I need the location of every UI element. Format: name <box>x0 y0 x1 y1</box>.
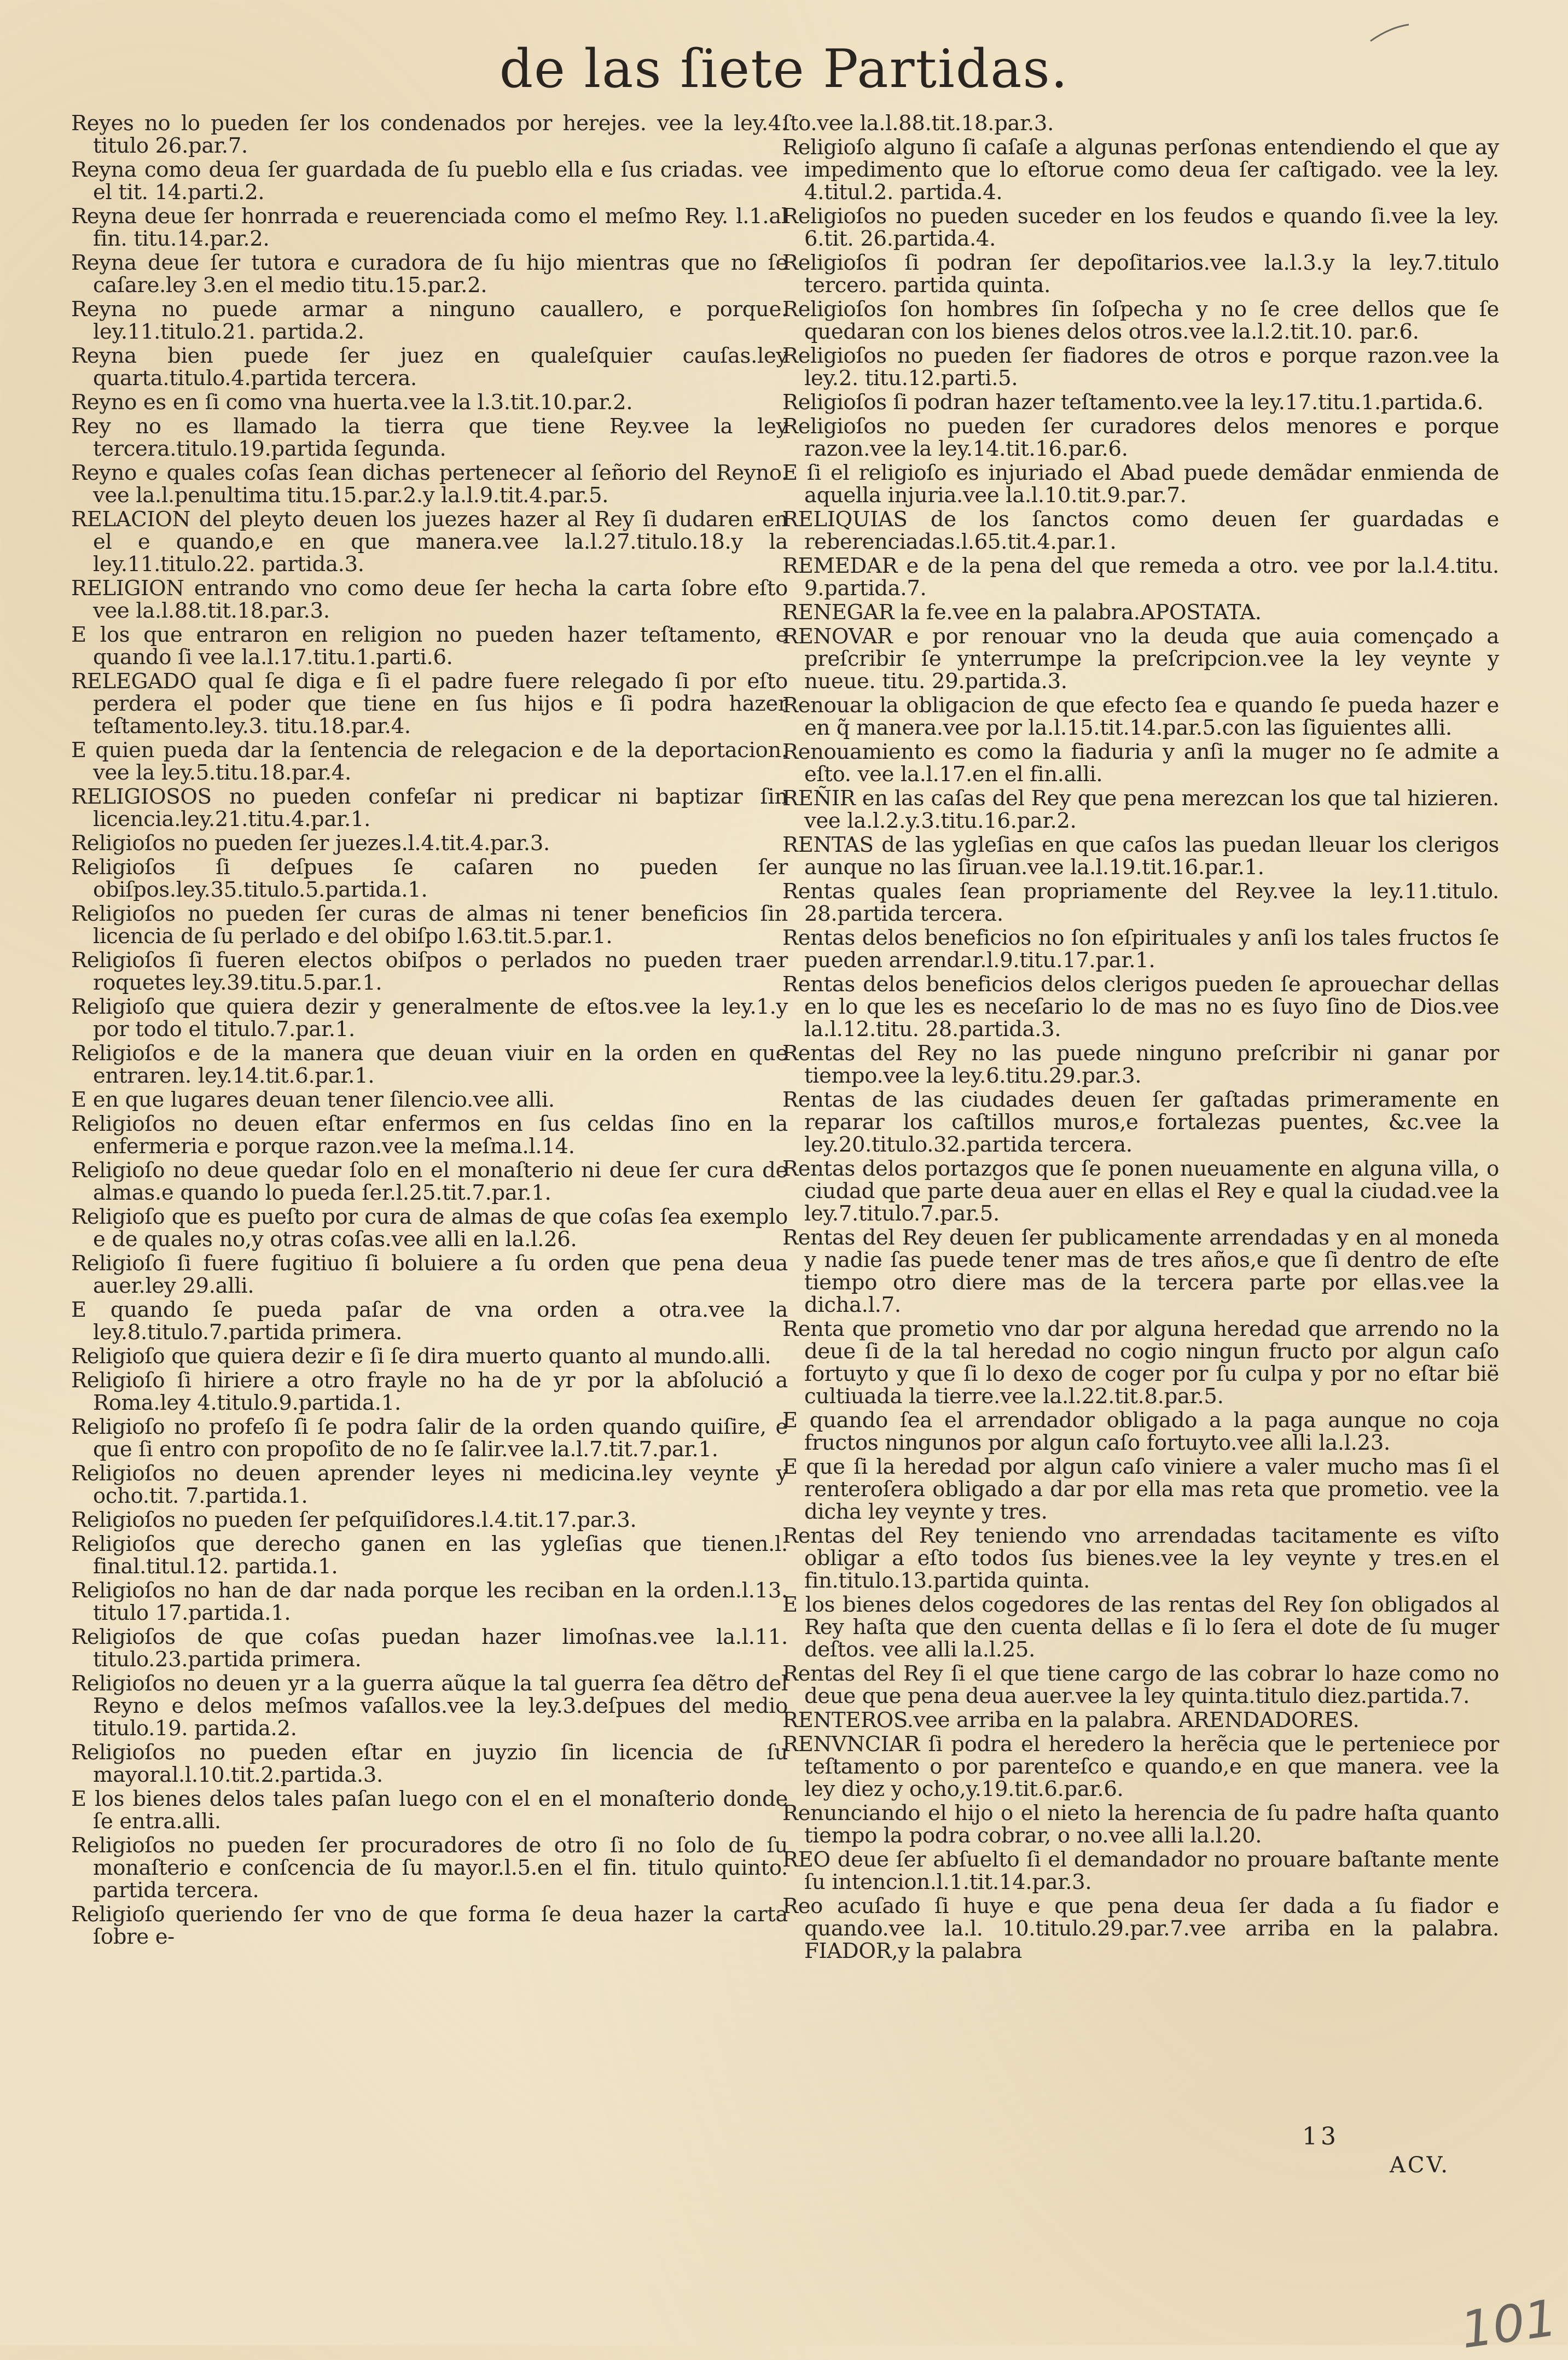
index-entry: Religioſos no pueden ſer procuradores de otro ſi no ſolo de ſu monaſterio e conſcencia de ſu mayor.l.5.en el fin. titulo quinto. partida tercera. <box>71 1833 788 1903</box>
index-entry: Religioſos no pueden ſer juezes.l.4.tit.4.par.3. <box>71 831 550 856</box>
index-entry: Religioſos no deuen aprender leyes ni medicina.ley veynte y ocho.tit. 7.partida.1. <box>71 1461 788 1508</box>
index-entry: Religioſos ſi deſpues ſe caſaren no pueden ſer obiſpos.ley.35.titulo.5.partida.1. <box>71 855 788 902</box>
index-entry: Reyna no puede armar a ninguno cauallero, e porque. ley.11.titulo.21. partida.2. <box>71 297 788 344</box>
index-entry: Rentas de las ciudades deuen ſer gaſtadas primeramente en reparar los caſtillos muros,e fortalezas puentes, &c.vee la ley.20.titulo.32.partida tercera. <box>782 1088 1499 1157</box>
index-entry: E en que lugares deuan tener ſilencio.vee alli. <box>71 1088 555 1112</box>
index-entry: Religioſos no pueden suceder en los feudos e quando ſi.vee la ley. 6.tit. 26.partida.4. <box>782 204 1499 251</box>
signature-mark: 13 <box>1302 2123 1339 2150</box>
index-entry: Religioſos no pueden ſer curadores delos menores e porque razon.vee la ley.14.tit.16.par.6. <box>782 414 1499 461</box>
index-entry: Rey no es llamado la tierra que tiene Rey.vee la ley tercera.titulo.19.partida ſegunda. <box>71 414 788 461</box>
index-entry: Religioſos no pueden ſer fiadores de otros e porque razon.vee la ley.2. titu.12.parti.5. <box>782 344 1499 391</box>
index-entry: E quando ſe pueda paſar de vna orden a otra.vee la ley.8.titulo.7.partida primera. <box>71 1298 788 1345</box>
index-entry: Religioſos no pueden ſer peſquiſidores.l.4.tit.17.par.3. <box>71 1508 637 1532</box>
index-entry: Rentas del Rey ſi el que tiene cargo de las cobrar lo haze como no deue que pena deua auer.vee la ley quinta.titulo diez.partida.7. <box>782 1661 1499 1708</box>
index-entry: Reyno e quales coſas ſean dichas pertenecer al ſeñorio del Reyno. vee la.l.penultima titu.15.par.2.y la.l.9.tit.4.par.5. <box>71 461 788 508</box>
index-entry: E quien pueda dar la ſentencia de relegacion e de la deportacion. vee la ley.5.titu.18.par.4. <box>71 738 788 785</box>
index-entry: RENTAS de las ygleſias en que caſos las puedan lleuar los clerigos aunque no las ſiruan.vee la.l.19.tit.16.par.1. <box>782 833 1499 880</box>
index-entry: Religioſos no pueden eſtar en juyzio ſin licencia de ſu mayoral.l.10.tit.2.partida.3. <box>71 1740 788 1787</box>
index-entry: RENVNCIAR ſi podra el heredero la herẽcia que le perteniece por teſtamento o por parenteſco e quando,e en que manera. vee la ley diez y ocho,y.19.tit.6.par.6. <box>782 1732 1499 1801</box>
index-entry: Religioſo ſi hiriere a otro frayle no ha de yr por la abſolució a Roma.ley 4.titulo.9.partida.1. <box>71 1368 788 1415</box>
index-entry: Rentas del Rey no las puede ninguno preſcribir ni ganar por tiempo.vee la ley.6.titu.29.par.3. <box>782 1041 1499 1088</box>
index-entry: Reyna deue ſer honrrada e reuerenciada como el meſmo Rey. l.1.al fin. titu.14.par.2. <box>71 204 788 251</box>
index-entry: E ſi el religioſo es injuriado el Abad puede demãdar enmienda de aquella injuria.vee la.l.10.tit.9.par.7. <box>782 461 1499 508</box>
index-entry: Religioſo queriendo ſer vno de que forma ſe deua hazer la carta ſobre e- <box>71 1902 788 1949</box>
index-entry: RELIGIOSOS no pueden confeſar ni predicar ni baptizar ſin licencia.ley.21.titu.4.par.1. <box>71 784 788 832</box>
index-entry: Religioſos no pueden ſer curas de almas ni tener beneficios ſin licencia de ſu perlado e del obiſpo l.63.tit.5.par.1. <box>71 902 788 949</box>
index-entry: Religioſo no profeſo ſi ſe podra ſalir de la orden quando quiſire, e que ſi entro con propoſito de no ſe ſalir.vee la.l.7.tit.7.par.1. <box>71 1415 788 1462</box>
index-entry: Rentas quales ſean propriamente del Rey.vee la ley.11.titulo. 28.partida tercera. <box>782 879 1499 926</box>
index-entry: Religioſo que quiera dezir y generalmente de eſtos.vee la ley.1.y por todo el titulo.7.par.1. <box>71 995 788 1042</box>
index-entry: E que ſi la heredad por algun caſo viniere a valer mucho mas ſi el renteroſera obligado a dar por ella mas reta que prometio. vee la dicha ley veynte y tres. <box>782 1455 1499 1524</box>
index-entry: Religioſos ſi fueren electos obiſpos o perlados no pueden traer roquetes ley.39.titu.5.par.1. <box>71 948 788 995</box>
index-entry: Religioſos ſon hombres ſin ſoſpecha y no ſe cree dellos que ſe quedaran con los bienes delos otros.vee la.l.2.tit.10. par.6. <box>782 297 1499 344</box>
index-entry: Religioſos e de la manera que deuan viuir en la orden en que entraren. ley.14.tit.6.par.1. <box>71 1041 788 1088</box>
index-entry: Religioſos no han de dar nada porque les reciban en la orden.l.13. titulo 17.partida.1. <box>71 1578 788 1625</box>
index-entry: Reo acuſado ſi huye e que pena deua ſer dada a ſu fiador e quando.vee la.l. 10.titulo.29.par.7.vee arriba en la palabra. FIADOR,y la palabra <box>782 1894 1499 1963</box>
index-entry: Religioſos ſi podran hazer teſtamento.vee la ley.17.titu.1.partida.6. <box>782 390 1484 415</box>
index-entry: Reyno es en ſi como vna huerta.vee la l.3.tit.10.par.2. <box>71 390 633 415</box>
index-entry: RELIQUIAS de los ſanctos como deuen ſer guardadas e reberenciadas.l.65.tit.4.par.1. <box>782 507 1499 554</box>
index-entry: Rentas del Rey deuen ſer publicamente arrendadas y en al moneda y nadie ſas puede tener mas de tres años,e que ſi dentro de eſte tiempo otro diere mas de la tercera parte por ellas.vee la dicha.l.7. <box>782 1225 1499 1317</box>
index-entry: REO deue ſer abſuelto ſi el demandador no prouare baſtante mente ſu intencion.l.1.tit.14.par.3. <box>782 1847 1499 1894</box>
index-entry: Religioſos ſi podran ſer depoſitarios.vee la.l.3.y la ley.7.titulo tercero. partida quinta. <box>782 251 1499 298</box>
index-entry: Religioſo que quiera dezir e ſi ſe dira muerto quanto al mundo.alli. <box>71 1344 771 1369</box>
index-entry: Rentas del Rey teniendo vno arrendadas tacitamente es viſto obligar a eſto todos ſus bienes.vee la ley veynte y tres.en el fin.titulo.13.partida quinta. <box>782 1524 1499 1593</box>
right-column <box>782 112 1499 2187</box>
page-header: de las ſiete Partidas. <box>499 38 1069 100</box>
index-entry: Reyna deue ſer tutora e curadora de ſu hijo mientras que no ſe caſare.ley 3.en el medio titu.15.par.2. <box>71 251 788 298</box>
index-entry: RENEGAR la fe.vee en la palabra.APOSTATA. <box>782 600 1262 625</box>
index-entry: Religioſo que es pueſto por cura de almas de que coſas ſea exemplo e de quales no,y otras coſas.vee alli en la.l.26. <box>71 1205 788 1252</box>
index-entry: Rentas delos portazgos que ſe ponen nueuamente en alguna villa, o ciudad que parte deua auer en ellas el Rey e qual la ciudad.vee la ley.7.titulo.7.par.5. <box>782 1156 1499 1226</box>
index-entry: E los bienes delos cogedores de las rentas del Rey ſon obligados al Rey haſta que den cuenta dellas e ſi lo ſera el dote de ſu muger deſtos. vee alli la.l.25. <box>782 1592 1499 1662</box>
index-entry: Reyna bien puede ſer juez en qualeſquier cauſas.ley quarta.titulo.4.partida tercera. <box>71 344 788 391</box>
index-entry: RENTEROS.vee arriba en la palabra. ARENDADORES. <box>782 1708 1360 1733</box>
index-entry: E los que entraron en religion no pueden hazer teſtamento, e quando ſi vee la.l.17.titu.1.parti.6. <box>71 623 788 670</box>
index-entry: Religioſo ſi fuere fugitiuo ſi boluiere a ſu orden que pena deua auer.ley 29.alli. <box>71 1251 788 1298</box>
index-entry: Religioſos que derecho ganen en las ygleſias que tienen.l. final.titul.12. partida.1. <box>71 1532 788 1579</box>
index-entry: Reyes no lo pueden ſer los condenados por herejes. vee la ley.4. titulo 26.par.7. <box>71 111 788 158</box>
index-entry: Rentas delos beneficios no ſon eſpirituales y anſi los tales fructos ſe pueden arrendar.l.9.titu.17.par.1. <box>782 926 1499 973</box>
index-entry: Reyna como deua ſer guardada de ſu pueblo ella e ſus criadas. vee el tit. 14.parti.2. <box>71 158 788 205</box>
folio-number: 101 <box>1457 2288 1561 2360</box>
index-entry: RELIGION entrando vno como deue ſer hecha la carta ſobre eſto vee la.l.88.tit.18.par.3. <box>71 576 788 623</box>
index-entry: ſto.vee la.l.88.tit.18.par.3. <box>782 111 1054 136</box>
index-entry: Religioſos no deuen eſtar enfermos en ſus celdas ſino en la enfermeria e porque razon.vee la meſma.l.14. <box>71 1112 788 1159</box>
index-entry: Religioſo alguno ſi caſaſe a algunas perſonas entendiendo el que ay impedimento que lo eſtorue como deua ſer caſtigado. vee la ley. 4.titul.2. partida.4. <box>782 135 1499 205</box>
left-column <box>71 112 788 2187</box>
index-entry: Rentas delos beneficios delos clerigos pueden ſe aprouechar dellas en lo que les es neceſario lo de mas no es ſuyo ſino de Dios.vee la.l.12.titu. 28.partida.3. <box>782 972 1499 1042</box>
ink-stroke-mark <box>1368 22 1412 44</box>
index-entry: RELACION del pleyto deuen los juezes hazer al Rey ſi dudaren en el e quando,e en que manera.vee la.l.27.titulo.18.y la ley.11.titulo.22. partida.3. <box>71 507 788 577</box>
index-entry: Religioſos no deuen yr a la guerra aũque la tal guerra ſea dẽtro del Reyno e delos meſmos vaſallos.vee la ley.3.deſpues del medio titulo.19. partida.2. <box>71 1671 788 1741</box>
index-entry: RENOVAR e por renouar vno la deuda que auia començado a preſcribir ſe ynterrumpe la preſcripcion.vee la ley veynte y nueue. titu. 29.partida.3. <box>782 624 1499 694</box>
catchword: ACV. <box>1390 2153 1450 2178</box>
index-entry: Renta que prometio vno dar por alguna heredad que arrendo no la deue ſi de la tal heredad no cogio ningun fructo por algun caſo fortuyto y que ſi lo dexo de coger por ſu culpa y por no eſtar bië cultiuada la tierre.vee la.l.22.tit.8.par.5. <box>782 1317 1499 1409</box>
index-entry: Renunciando el hijo o el nieto la herencia de ſu padre haſta quanto tiempo la podra cobrar, o no.vee alli la.l.20. <box>782 1801 1499 1848</box>
index-entry: E los bienes delos tales paſan luego con el en el monaſterio donde ſe entra.alli. <box>71 1787 788 1834</box>
index-entry: Renouar la obligacion de que efecto ſea e quando ſe pueda hazer e en q̃ manera.vee por la.l.15.tit.14.par.5.con las ſiguientes alli. <box>782 693 1499 740</box>
index-entry: REMEDAR e de la pena del que remeda a otro. vee por la.l.4.titu. 9.partida.7. <box>782 554 1499 601</box>
index-entry: Religioſo no deue quedar ſolo en el monaſterio ni deue ſer cura de almas.e quando lo pueda ſer.l.25.tit.7.par.1. <box>71 1158 788 1205</box>
index-entry: REÑIR en las caſas del Rey que pena merezcan los que tal hizieren. vee la.l.2.y.3.titu.16.par.2. <box>782 786 1499 833</box>
index-entry: Renouamiento es como la fiaduria y anſi la muger no ſe admite a eſto. vee la.l.17.en el fin.alli. <box>782 740 1499 787</box>
index-entry: E quando ſea el arrendador obligado a la paga aunque no coja fructos ningunos por algun caſo fortuyto.vee alli la.l.23. <box>782 1408 1499 1455</box>
index-entry: Religioſos de que coſas puedan hazer limoſnas.vee la.l.11. titulo.23.partida primera. <box>71 1625 788 1672</box>
index-entry: RELEGADO qual ſe diga e ſi el padre fuere relegado ſi por eſto perdera el poder que tiene en ſus hijos e ſi podra hazer teſtamento.ley.3. titu.18.par.4. <box>71 669 788 739</box>
